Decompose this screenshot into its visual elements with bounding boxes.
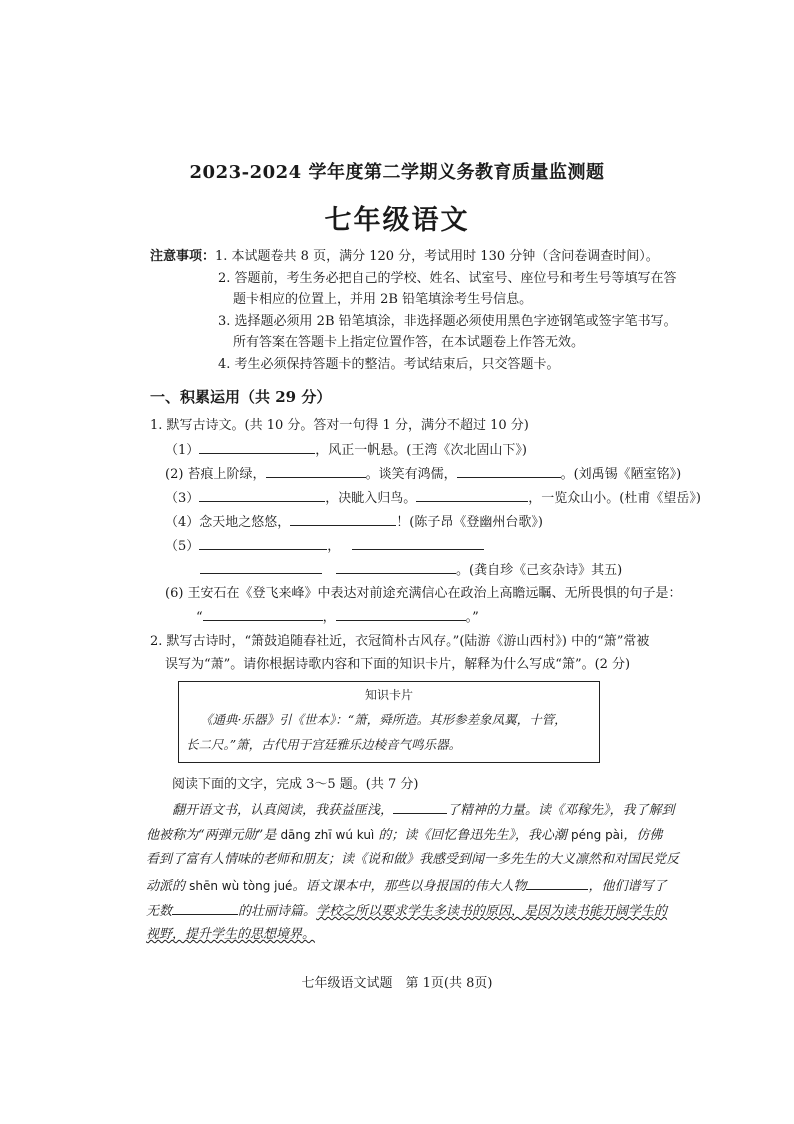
passage-text: 的壮丽诗篇。 [238,904,317,919]
item-text: ，决眦入归鸟。 [325,491,417,506]
exam-title: 2023-2024 学年度第二学期义务教育质量监测题 [189,162,605,183]
q1-item-2 [165,464,681,484]
passage-text: 。语文课本中，那些以身报国的伟大人物 [292,879,527,894]
quote-open: “ [196,610,203,625]
card-title: 知识卡片 [364,688,413,702]
answer-blank[interactable] [172,901,238,915]
answer-blank[interactable] [266,464,366,478]
q2-line-2: 误写为“萧”。请你根据诗歌内容和下面的知识卡片，解释为什么写成“箫”。(2 分) [165,657,631,672]
passage-text: 动派的 [146,879,190,894]
item-text: ，一览众山小。(杜甫《望岳》) [528,491,701,506]
answer-blank[interactable] [336,607,466,621]
underlined-sentence: 学校之所以要求学生多读书的原因，是因为读书能开阔学生的 [316,904,668,919]
answer-blank[interactable] [352,536,484,550]
answer-blank[interactable] [199,488,325,502]
q1-stem: 1. 默写古诗文。(共 10 分。答对一句得 1 分，满分不超过 10 分) [150,418,529,433]
item-text: (2) 苔痕上阶绿， [165,467,266,482]
q1-item-6: (6) 王安石在《登飞来峰》中表达对前途充满信心在政治上高瞻远瞩、无所畏惧的句子是： [165,586,682,601]
q1-item-6-answer [196,607,479,627]
card-line-1: 《通典·乐器》引《世本》：“箫，舜所造。其形参差象凤翼，十管， [200,712,567,727]
subject-title: 七年级语文 [324,205,470,236]
passage-text: 他被称为“两弹元勋”是 [146,828,281,843]
item-number: （5） [165,539,200,554]
passage-line-3: 看到了富有人情味的老师和朋友；读《说和做》我感受到闻一多先生的大义凛然和对国民党反 [146,852,680,867]
answer-blank[interactable] [416,488,528,502]
passage-text: ，他们谱写了 [588,879,667,894]
q1-item-4 [165,512,543,532]
pinyin: péng pài [571,828,624,842]
passage-line-1 [172,800,675,820]
passage-text: 翻开语文书，认真阅读，我获益匪浅， [172,803,394,818]
notice-item: 2. 答题前，考生务必把自己的学校、姓名、试室号、座位号和考生号等填写在答 [218,271,677,286]
answer-blank[interactable] [457,464,561,478]
passage-text: 的；读《回忆鲁迅先生》，我心潮 [374,828,572,843]
answer-blank[interactable] [200,560,322,574]
notice-label: 注意事项： [150,249,216,264]
notice-item: 1. 本试题卷共 8 页，满分 120 分，考试用时 130 分钟（含问卷调查时间）。 [215,249,659,264]
passage-text: 无数 [146,904,173,919]
passage-line-5 [146,901,667,921]
notice-item: 题卡相应的位置上，并用 2B 铅笔填涂考生号信息。 [233,292,533,307]
item-text: 。(龚自珍《己亥杂诗》其五) [456,563,623,578]
passage-text: ，仿佛 [623,828,663,843]
q2-line-1: 2. 默写古诗时，“箫鼓追随春社近，衣冠简朴古风存。”(陆游《游山西村》) 中的“箫”常被 [150,634,650,649]
notice-item: 4. 考生必须保持答题卡的整洁。考试结束后，只交答题卡。 [218,357,560,372]
card-line-2: 长二尺。”箫，古代用于宫廷雅乐边棱音气鸣乐器。 [186,737,462,752]
item-text: ， [327,539,341,554]
quote-close: 。” [465,610,479,625]
item-text: ， [322,610,336,625]
item-text: 。(刘禹锡《陋室铭》) [560,467,682,482]
reading-intro: 阅读下面的文字，完成 3～5 题。(共 7 分) [172,777,419,792]
section-heading: 一、积累运用（共 29 分） [150,388,332,406]
passage-line-2 [146,826,662,845]
pinyin: dāng zhī wú kuì [280,828,375,842]
q1-item-5 [165,536,484,556]
notice-item: 所有答案在答题卡上指定位置作答，在本试题卷上作答无效。 [233,335,585,350]
answer-blank[interactable] [199,440,315,454]
answer-blank[interactable] [203,607,323,621]
q1-item-1 [165,440,527,460]
underlined-sentence-cont: 视野，提升学生的思想境界。 [146,927,316,942]
answer-blank[interactable] [526,876,588,890]
page-footer: 七年级语文试题 第 1页(共 8页) [301,976,493,991]
item-number: （3） [165,491,200,506]
q1-item-3 [165,488,701,508]
answer-blank[interactable] [336,560,456,574]
answer-blank[interactable] [290,512,396,526]
item-text: ，风正一帆悬。(王湾《次北固山下》) [315,443,527,458]
item-text: ！(陈子昂《登幽州台歌》) [396,515,543,530]
notice-item: 3. 选择题必须用 2B 铅笔填涂，非选择题必须使用黑色字迹钢笔或签字笔书写。 [218,314,677,329]
passage-line-4 [146,876,666,896]
passage-text: 了精神的力量。读《邓稼先》，我了解到 [447,803,675,818]
answer-blank[interactable] [393,800,447,814]
answer-blank[interactable] [199,536,327,550]
q1-item-5-cont [200,560,622,580]
pinyin: shēn wù tòng jué [189,879,293,893]
item-number: （1） [165,443,200,458]
item-text: （4）念天地之悠悠， [165,515,291,530]
item-text: 。谈笑有鸿儒， [365,467,457,482]
notice-line-1 [150,248,659,266]
